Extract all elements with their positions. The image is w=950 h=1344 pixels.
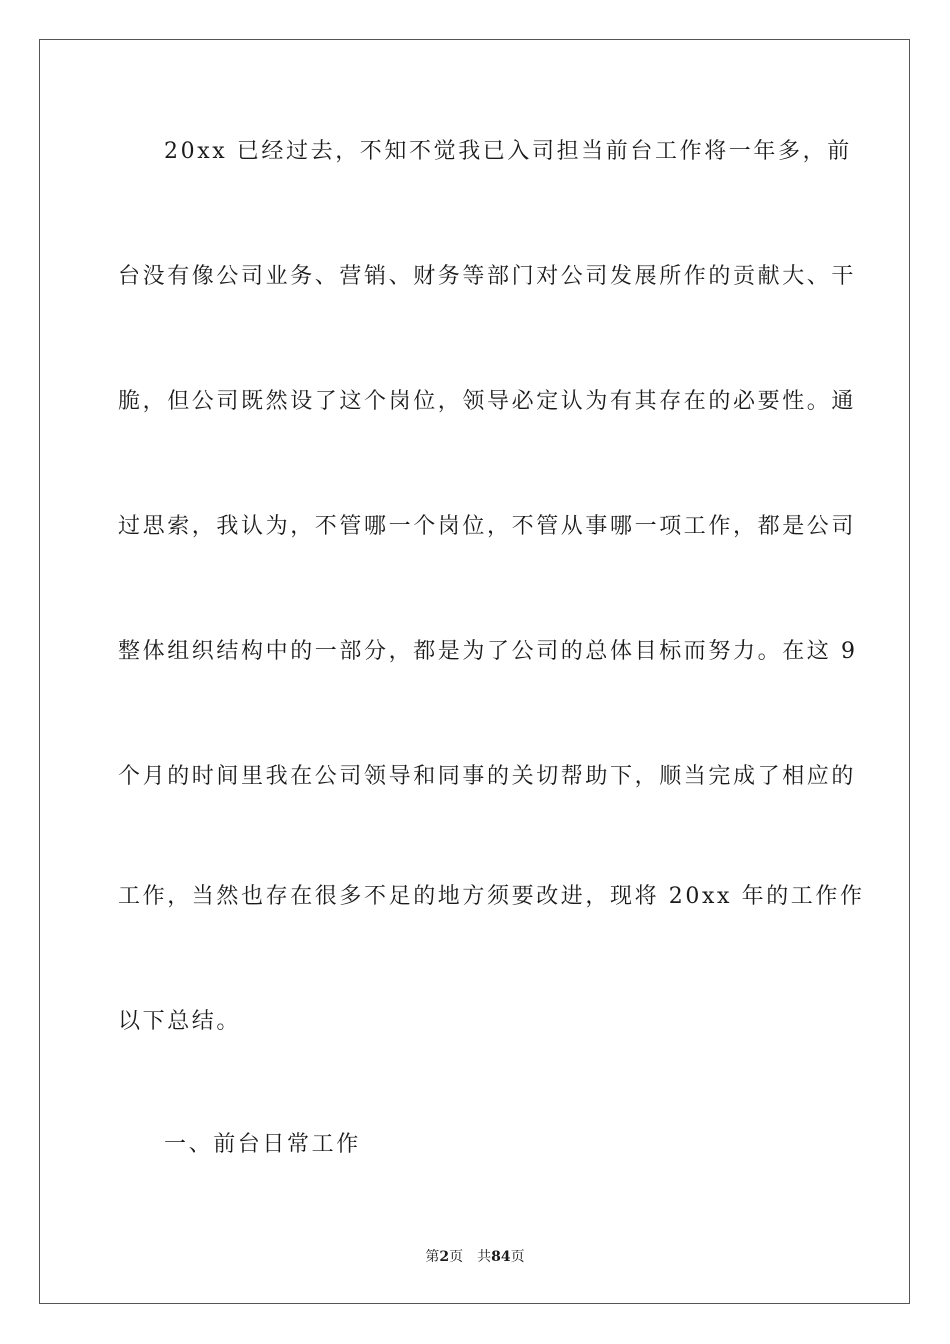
footer-page-suffix: 页 — [449, 1249, 464, 1265]
body-line-7: 工作，当然也存在很多不足的地方须要改进，现将 20xx 年的工作作 — [118, 884, 865, 909]
section-heading: 一、前台日常工作 — [164, 1132, 361, 1157]
body-line-1: 20xx 已经过去，不知不觉我已入司担当前台工作将一年多，前 — [164, 139, 852, 164]
body-line-4: 过思索，我认为，不管哪一个岗位，不管从事哪一项工作，都是公司 — [118, 514, 857, 539]
footer-page-number: 2 — [439, 1249, 450, 1265]
page-footer — [0, 1247, 950, 1267]
body-line-5: 整体组织结构中的一部分，都是为了公司的总体目标而努力。在这 9 — [118, 639, 858, 664]
footer-page-prefix: 第 — [425, 1249, 440, 1265]
body-line-8: 以下总结。 — [118, 1009, 242, 1034]
body-line-2: 台没有像公司业务、营销、财务等部门对公司发展所作的贡献大、干 — [118, 264, 857, 289]
body-line-3: 脆，但公司既然设了这个岗位，领导必定认为有其存在的必要性。通 — [118, 389, 857, 414]
page-border — [39, 39, 910, 1304]
footer-total-pages: 84 — [491, 1249, 511, 1265]
footer-total-suffix: 页 — [510, 1249, 525, 1265]
footer-total-prefix: 共 — [477, 1249, 492, 1265]
body-line-6: 个月的时间里我在公司领导和同事的关切帮助下，顺当完成了相应的 — [118, 764, 857, 789]
